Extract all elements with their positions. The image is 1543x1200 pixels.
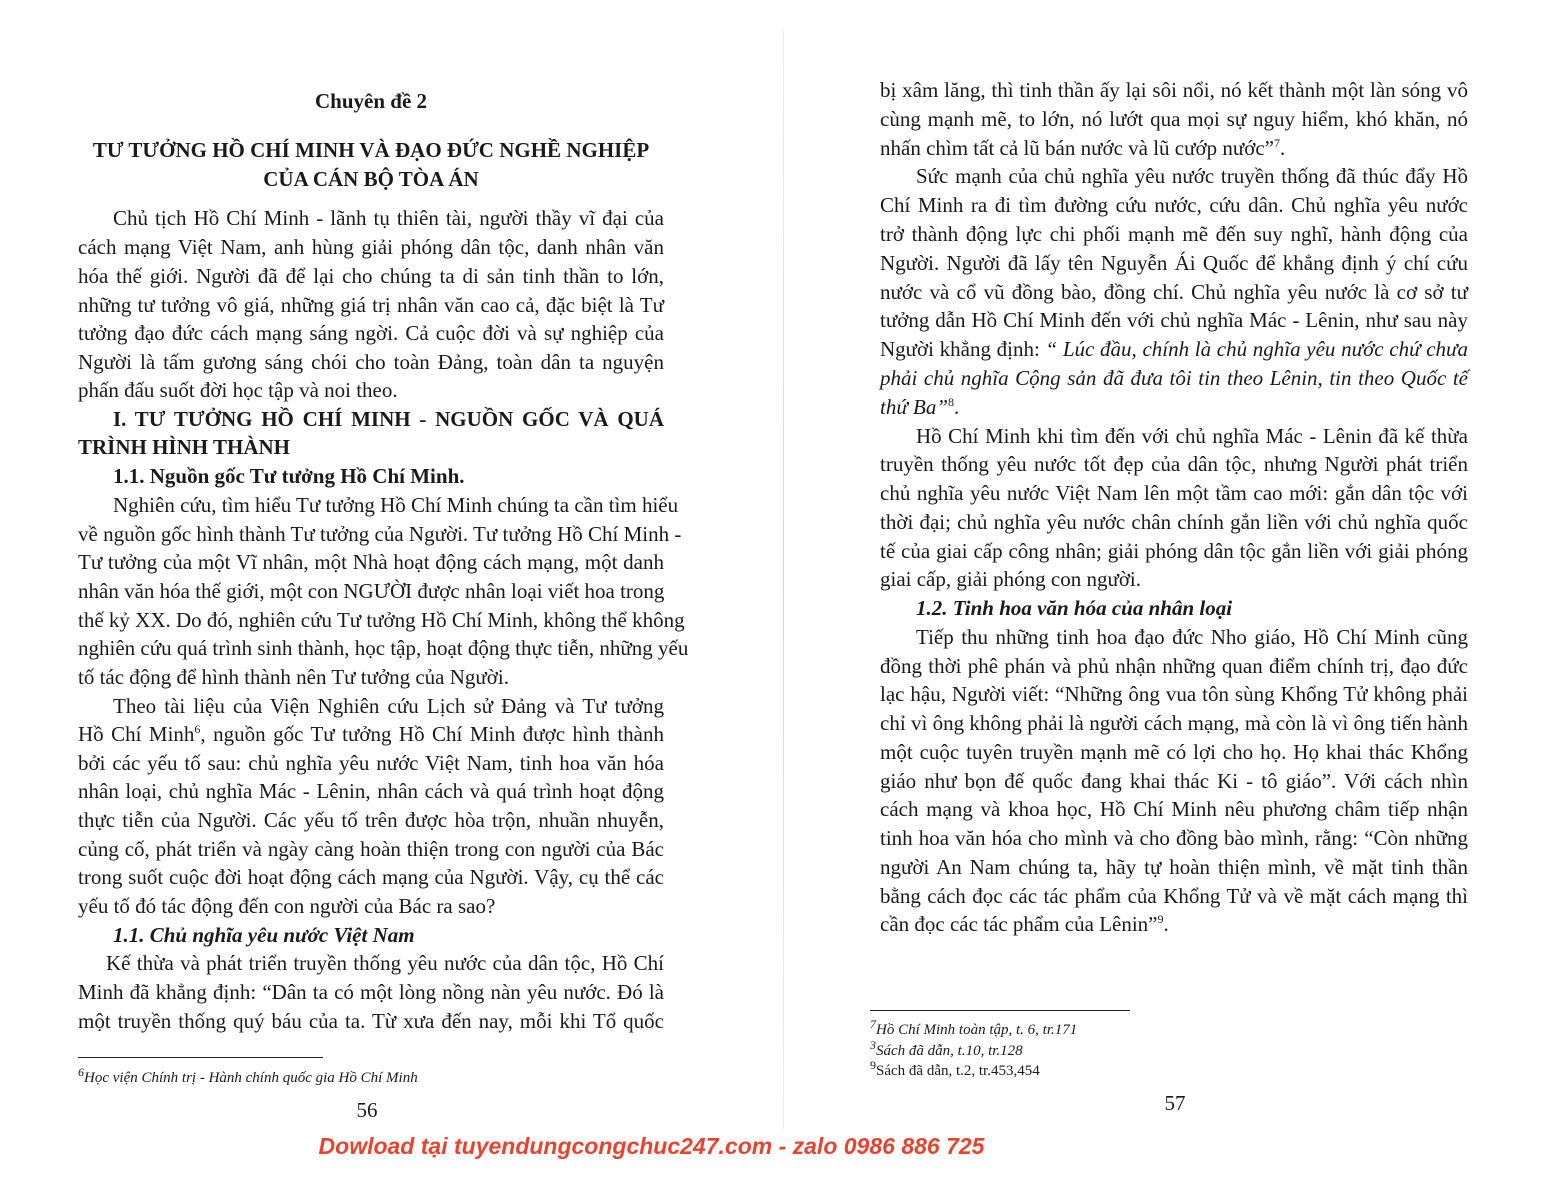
section-1-heading-line-1: I. TƯ TƯỞNG HỒ CHÍ MINH - NGUỒN GỐC VÀ QUÁ bbox=[113, 407, 664, 431]
r-para-1-line-1: bị xâm lăng, thì tinh thần ấy lại sôi nổi, nó kết thành một làn sóng vô bbox=[880, 78, 1468, 102]
r-para-4-line-11-text: cần đọc các tác phẩm của Lênin” bbox=[880, 912, 1158, 936]
footnote-6-number: 6 bbox=[78, 1065, 84, 1079]
left-page bbox=[0, 0, 770, 1200]
footnote-7-number: 7 bbox=[870, 1017, 876, 1031]
footnote-ref-9: 9 bbox=[1157, 912, 1164, 926]
intro-line-6: Người là tấm gương sáng chói cho toàn Đảng, toàn dân ta nguyện bbox=[78, 350, 664, 374]
para-3-line-2-text-b: , nguồn gốc Tư tưởng Hồ Chí Minh được hình thành bbox=[200, 722, 664, 746]
para-3-line-7: trong suốt cuộc đời hoạt động cách mạng của Người. Vậy, cụ thể các bbox=[78, 865, 664, 889]
para-2-line-5: thế kỷ XX. Do đó, nghiên cứu Tư tưởng Hồ Chí Minh, không thể không bbox=[78, 608, 685, 632]
footnote-9-number: 9 bbox=[870, 1058, 876, 1072]
r-para-4-line-9: người An Nam chúng ta, hãy tự hoàn thiện mình, về mặt tinh thần bbox=[880, 855, 1468, 879]
footnote-8-text: Sách đã dẫn, t.10, tr.128 bbox=[876, 1043, 1023, 1059]
intro-line-3: hóa thế giới. Người đã để lại cho chúng ta di sản tinh thần to lớn, bbox=[78, 264, 664, 288]
footnote-8-number: 3 bbox=[870, 1038, 876, 1052]
r-para-4-line-3: lạc hậu, Người viết: “Những ông vua tôn sùng Khổng Tử không phải bbox=[880, 682, 1468, 706]
r-para-4-line-2: đồng thời phê phán và phủ nhận những quan điểm chính trị, đạo đức bbox=[880, 654, 1468, 678]
right-page bbox=[770, 0, 1543, 1200]
r-para-4-line-8: tinh hoa văn hóa cho mình và cho đồng bào mình, rằng: “Còn những bbox=[880, 826, 1468, 850]
title-line-2: CỦA CÁN BỘ TÒA ÁN bbox=[263, 167, 479, 191]
footnote-7-text: Hồ Chí Minh toàn tập, t. 6, tr.171 bbox=[876, 1022, 1078, 1038]
para-2-line-3: Tư tưởng của một Vĩ nhân, một Nhà hoạt động cách mạng, một danh bbox=[78, 550, 664, 574]
para-2-line-1: Nghiên cứu, tìm hiểu Tư tưởng Hồ Chí Minh chúng ta cần tìm hiểu bbox=[113, 493, 679, 517]
para-4-line-3: một truyền thống quý báu của ta. Từ xưa đến nay, mỗi khi Tổ quốc bbox=[78, 1009, 664, 1033]
footnote-ref-6: 6 bbox=[194, 722, 201, 736]
r-para-2-line-7-text-a: Người khẳng định: bbox=[880, 337, 1046, 361]
r-para-2-line-6: tưởng dẫn Hồ Chí Minh đến với chủ nghĩa Mác - Lênin, như sau này bbox=[880, 308, 1468, 332]
footnote-8 bbox=[870, 1038, 1023, 1061]
page-number-right: 57 bbox=[1164, 1091, 1186, 1115]
intro-line-1: Chủ tịch Hồ Chí Minh - lãnh tụ thiên tài, người thầy vĩ đại của bbox=[113, 206, 664, 230]
footnote-ref-8: 8 bbox=[948, 395, 955, 409]
r-para-3-line-2: truyền thống yêu nước tốt đẹp của dân tộc, nhưng Người phát triển bbox=[880, 452, 1468, 476]
r-para-4-line-11-end: . bbox=[1163, 912, 1169, 936]
para-3-line-8: yếu tố đó tác động đến con người của Bác ra sao? bbox=[78, 894, 496, 918]
subsection-1-1-heading: 1.1. Nguồn gốc Tư tưởng Hồ Chí Minh. bbox=[113, 464, 465, 488]
para-3-line-2-text-a: Hồ Chí Minh bbox=[78, 722, 195, 746]
intro-line-4: những tư tưởng vô giá, những giá trị nhân văn cao cả, đặc biệt là Tư bbox=[78, 293, 664, 317]
r-para-4-line-7: cách mạng và khoa học, Hồ Chí Minh nêu phương châm tiếp nhận bbox=[880, 797, 1468, 821]
r-para-2-line-8: phải chủ nghĩa Cộng sản đã đưa tôi tin theo Lênin, tin theo Quốc tế bbox=[880, 366, 1468, 390]
footnote-7 bbox=[870, 1017, 1078, 1040]
title-line-1: TƯ TƯỞNG HỒ CHÍ MINH VÀ ĐẠO ĐỨC NGHỀ NGHIỆP bbox=[92, 138, 650, 162]
para-2-line-2: về nguồn gốc hình thành Tư tưởng của Người. Tư tưởng Hồ Chí Minh - bbox=[78, 522, 682, 546]
r-para-4-line-1: Tiếp thu những tinh hoa đạo đức Nho giáo, Hồ Chí Minh cũng bbox=[916, 625, 1468, 649]
footnote-divider-right bbox=[870, 1010, 1130, 1011]
para-3-line-4: nhân loại, chủ nghĩa Mác - Lênin, nhân cách và quá trình hoạt động bbox=[78, 779, 664, 803]
r-para-1-line-3-text: nhấn chìm tất cả lũ bán nước và lũ cướp nước” bbox=[880, 136, 1274, 160]
chapter-label: Chuyên đề 2 bbox=[314, 89, 428, 113]
r-para-2-line-3: trở thành động lực chi phối mạnh mẽ đến suy nghĩ, hành động của bbox=[880, 222, 1468, 246]
r-para-3-line-6: giai cấp, giải phóng con người. bbox=[880, 567, 1142, 591]
r-para-3-line-3: chủ nghĩa yêu nước Việt Nam lên một tầm cao mới: gắn dân tộc với bbox=[880, 481, 1468, 505]
footnote-6 bbox=[78, 1065, 418, 1088]
r-para-2-line-9-text: thứ Ba” bbox=[880, 395, 949, 419]
r-para-3-line-1: Hồ Chí Minh khi tìm đến với chủ nghĩa Mác - Lênin đã kế thừa bbox=[916, 424, 1468, 448]
para-2-line-7: tố tác động để hình thành nên Tư tưởng của Người. bbox=[78, 665, 509, 689]
r-para-2-line-4: Người. Người đã lấy tên Nguyễn Ái Quốc để khẳng định ý chí cứu bbox=[880, 251, 1468, 275]
subsection-1-1-b-heading: 1.1. Chủ nghĩa yêu nước Việt Nam bbox=[113, 923, 415, 947]
r-para-4-line-4: chỉ vì ông không phải là người cách mạng, mà còn là vì ông tiến hành bbox=[880, 711, 1468, 735]
para-3-line-2 bbox=[78, 720, 664, 748]
r-para-1-line-2: cùng mạnh mẽ, to lớn, nó lướt qua mọi sự nguy hiểm, khó khăn, nó bbox=[880, 107, 1468, 131]
para-3-line-1: Theo tài liệu của Viện Nghiên cứu Lịch sử Đảng và Tư tưởng bbox=[113, 694, 664, 718]
r-para-1-line-3-end: . bbox=[1280, 136, 1286, 160]
footnote-ref-7: 7 bbox=[1274, 136, 1280, 150]
footnote-9-text: Sách đã dẫn, t.2, tr.453,454 bbox=[876, 1063, 1040, 1079]
para-3-line-6: củng cố, phát triển và ngày càng hoàn thiện trong con người của Bác bbox=[78, 837, 664, 861]
r-para-2-line-2: Chí Minh ra đi tìm đường cứu nước, cứu dân. Chủ nghĩa yêu nước bbox=[880, 193, 1468, 217]
para-3-line-5: thực tiễn của Người. Các yếu tố trên được hòa trộn, nhuần nhuyễn, bbox=[78, 808, 664, 832]
download-watermark: Dowload tại tuyendungcongchuc247.com - zalo 0986 886 725 bbox=[318, 1133, 985, 1159]
intro-line-2: cách mạng Việt Nam, anh hùng giải phóng dân tộc, danh nhân văn bbox=[78, 235, 664, 259]
para-3-line-3: bởi các yếu tố sau: chủ nghĩa yêu nước Việt Nam, tinh hoa văn hóa bbox=[78, 751, 664, 775]
footnote-9 bbox=[870, 1058, 1040, 1081]
para-4-line-2: Minh đã khẳng định: “Dân ta có một lòng nồng nàn yêu nước. Đó là bbox=[78, 980, 664, 1004]
intro-line-7: phấn đấu suốt đời học tập và noi theo. bbox=[78, 378, 398, 402]
footnote-6-text: Học viện Chính trị - Hành chính quốc gia Hồ Chí Minh bbox=[84, 1070, 418, 1086]
section-1-heading-line-2: TRÌNH HÌNH THÀNH bbox=[78, 435, 290, 459]
r-para-2-line-1: Sức mạnh của chủ nghĩa yêu nước truyền thống đã thúc đẩy Hồ bbox=[916, 164, 1468, 188]
para-4-line-1: Kế thừa và phát triển truyền thống yêu nước của dân tộc, Hồ Chí bbox=[106, 951, 664, 975]
para-2-line-4: nhân văn hóa thế giới, một con NGƯỜI được nhân loại viết hoa trong bbox=[78, 579, 665, 603]
r-para-4-line-5: một cuộc tuyên truyền mạnh mẽ có lợi cho họ. Họ khai thác Khổng bbox=[880, 740, 1468, 764]
r-para-3-line-5: tế của giai cấp công nhân; giải phóng dân tộc gắn liền với giải phóng bbox=[880, 539, 1468, 563]
r-para-1-line-3 bbox=[880, 134, 1468, 162]
r-para-3-line-4: thời đại; chủ nghĩa yêu nước chân chính gắn liền với chủ nghĩa quốc bbox=[880, 510, 1468, 534]
r-para-4-line-10: bằng cách đọc các tác phẩm của Khổng Tử và về mặt cách mạng thì bbox=[880, 884, 1468, 908]
r-para-2-line-9 bbox=[880, 393, 1468, 421]
r-para-2-line-7 bbox=[880, 335, 1468, 363]
page-number-left: 56 bbox=[356, 1098, 378, 1122]
r-para-2-line-9-end: . bbox=[954, 395, 960, 419]
r-para-2-line-5: nước và cổ vũ đồng bào, đồng chí. Chủ nghĩa yêu nước là cơ sở tư bbox=[880, 280, 1468, 304]
r-para-4-line-11 bbox=[880, 910, 1468, 938]
para-2-line-6: nghiên cứu quá trình sinh thành, học tập, hoạt động thực tiễn, những yếu bbox=[78, 636, 689, 660]
intro-line-5: tưởng đạo đức cách mạng sáng ngời. Cả cuộc đời và sự nghiệp của bbox=[78, 321, 664, 345]
footnote-divider bbox=[78, 1057, 323, 1058]
subsection-1-2-heading: 1.2. Tinh hoa văn hóa của nhân loại bbox=[916, 596, 1233, 620]
r-para-2-line-7-quote: “ Lúc đầu, chính là chủ nghĩa yêu nước chứ chưa bbox=[1045, 337, 1468, 361]
r-para-4-line-6: giáo như bọn đế quốc đang khai thác Ki - tô giáo”. Với cách nhìn bbox=[880, 769, 1468, 793]
